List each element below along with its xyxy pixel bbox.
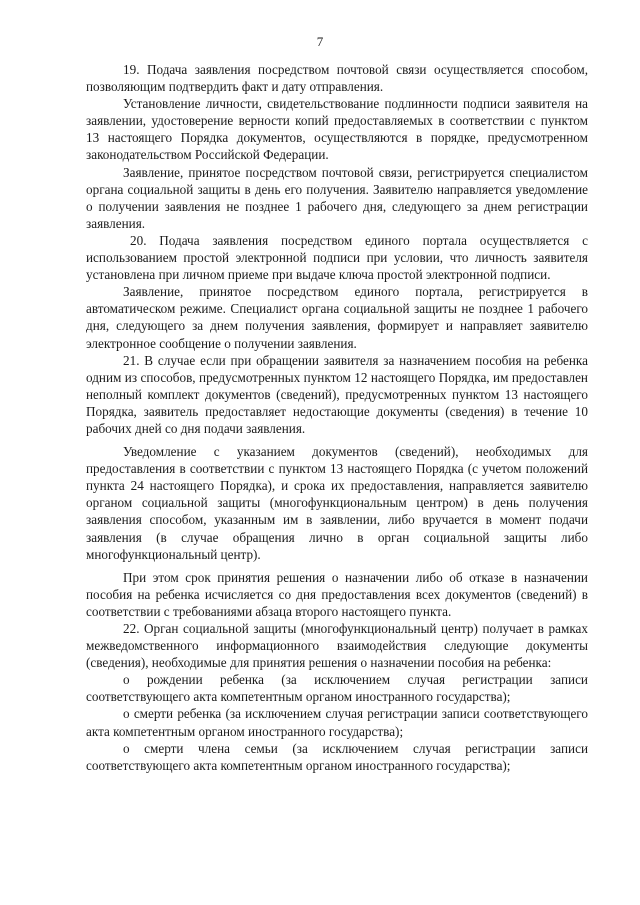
document-body [86, 61, 588, 774]
paragraph-20-portal-submission: 20. Подача заявления посредством единого портала осуществляется с использованием простой электронной подписи при условии, что личность заявителя установлена при личном приеме при выдаче ключа простой электронной подписи. [86, 232, 588, 283]
paragraph-postal-registration: Заявление, принятое посредством почтовой связи, регистрируется специалистом органа социальной защиты в день его получения. Заявителю направляется уведомление о получении заявления не позднее 1 рабочего дня, следующего за днем регистрации заявления. [86, 164, 588, 231]
paragraph-notification: Уведомление с указанием документов (сведений), необходимых для предоставления в соответствии с пунктом 13 настоящего Порядка (с учетом положений пункта 24 настоящего Порядка), и срока их предоставления, направляется заявителю органом социальной защиты (многофункциональным центром) в день получения заявления способом, указанным им в заявлении, либо вручается в момент подачи заявления (в случае обращения лично в орган социальной защиты либо многофункциональный центр). [86, 444, 588, 562]
paragraph-19-postal-submission: 19. Подача заявления посредством почтовой связи осуществляется способом, позволяющим подтвердить факт и дату отправления. [86, 62, 588, 95]
paragraph-21-incomplete-documents: 21. В случае если при обращении заявителя за назначением пособия на ребенка одним из способов, предусмотренных пунктом 12 настоящего Порядка, им предоставлен неполный комплект документов (сведений), предусмотренных пунктом 13 настоящего Порядка, заявитель предоставляет недостающие документы (сведения) в течение 10 рабочих дней со дня подачи заявления. [86, 352, 588, 436]
paragraph-22-interagency-documents: 22. Орган социальной защиты (многофункциональный центр) получает в рамках межведомственного информационного взаимодействия следующие документы (сведения), необходимые для принятия решения о назначении пособия на ребенка: [86, 621, 588, 671]
list-item-child-death: о смерти ребенка (за исключением случая регистрации записи соответствующего акта компетентным органом иностранного государства); [86, 706, 588, 739]
paragraph-decision-deadline: При этом срок принятия решения о назначении либо об отказе в назначении пособия на ребенка исчисляется со дня предоставления всех документов (сведений) в соответствии с требованиями абзаца второго настоящего пункта. [86, 569, 588, 619]
paragraph-portal-registration: Заявление, принятое посредством единого портала, регистрируется в автоматическом режиме. Специалист органа социальной защиты не позднее 1 рабочего дня, следующего за днем получения заявления, формирует и направляет заявителю электронное сообщение о получении заявления. [86, 284, 588, 351]
page-number: 7 [316, 34, 324, 49]
list-item-child-birth: о рождении ребенка (за исключением случая регистрации записи соответствующего акта компетентным органом иностранного государства); [86, 672, 588, 705]
paragraph-identity-verification: Установление личности, свидетельствование подлинности подписи заявителя на заявлении, удостоверение верности копий предоставляемых в соответствии с пунктом 13 настоящего Порядка документов, осуществляются в порядке, предусмотренном законодательством Российской Федерации. [86, 96, 588, 163]
list-item-family-member-death: о смерти члена семьи (за исключением случая регистрации записи соответствующего акта компетентным органом иностранного государства); [86, 740, 588, 773]
